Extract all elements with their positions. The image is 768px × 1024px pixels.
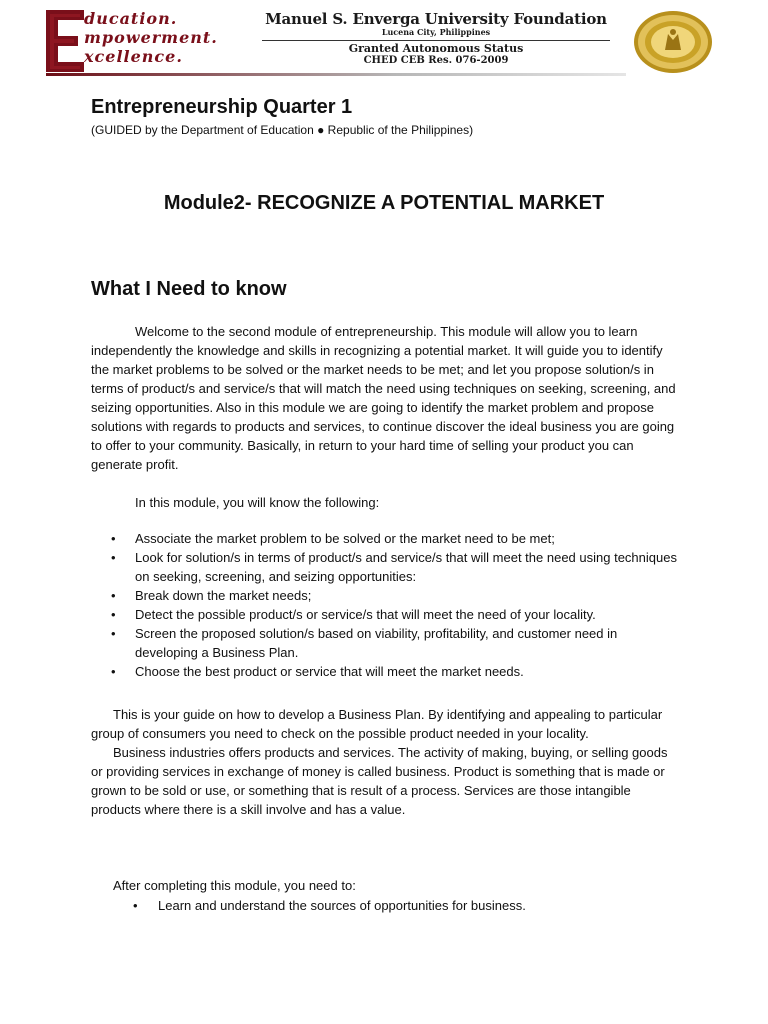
motto — [84, 9, 218, 66]
university-city: Lucena City, Philippines — [381, 27, 491, 37]
list-item: • Associate the market problem to be solved or the market need to be met; — [111, 531, 555, 546]
section-title: What I Need to know — [91, 278, 287, 300]
lead-in-text: In this module, you will know the following: — [135, 495, 380, 510]
module-content — [91, 92, 691, 913]
objectives-list — [91, 529, 681, 681]
learn-list — [91, 896, 681, 915]
intro-paragraph — [91, 322, 681, 474]
guide-section — [91, 705, 681, 819]
module-title: Module2- RECOGNIZE A POTENTIAL MARKET — [163, 192, 605, 214]
motto-line-education: ducation. — [84, 9, 178, 28]
after-completing-text: After completing this module, you need to: — [113, 878, 356, 893]
letterhead-rule — [46, 73, 626, 76]
intro-text: Welcome to the second module of entrepreneurship. This module will allow you to learn independently the knowledge and skills in recognizing a potential market. It will guide you to identify the market problems to be solved or the market needs to be met; and let you propose solution/s in terms of product/s and service/s that will match the need using techniques on seeking, screening, and seizing opportunities. Also in this module we are going to identify the market problem and propose solutions with regards to products and services, to continue discover the ideal business you are going to offer to your community. Basically, in return to your hard time of selling your product you can generate profit. — [91, 324, 676, 472]
ched-resolution: CHED CEB Res. 076-2009 — [363, 55, 509, 66]
university-seal-icon — [632, 10, 714, 74]
list-item: • Choose the best product or service that will meet the market needs. — [111, 664, 524, 679]
guided-by-line: (GUIDED by the Department of Education ● Republic of the Philippines) — [91, 123, 474, 137]
motto-line-excellence: xcellence. — [84, 47, 183, 66]
list-item: • Look for solution/s in terms of product/s and service/s that will meet the need using techniques on seeking, screening, and seizing opportunities: — [111, 550, 677, 584]
list-item: • Screen the proposed solution/s based on viability, profitability, and customer need in developing a Business Plan. — [111, 626, 618, 660]
list-item: • Break down the market needs; — [111, 588, 312, 603]
subject-title: Entrepreneurship Quarter 1 — [91, 96, 353, 118]
list-item: • Learn and understand the sources of opportunities for business. — [133, 898, 526, 913]
university-name: Manuel S. Enverga University Foundation — [265, 10, 607, 28]
university-e-logo — [44, 8, 86, 74]
university-status: Granted Autonomous Status — [348, 42, 524, 55]
guide-paragraph: This is your guide on how to develop a Business Plan. By identifying and appealing to particular group of consumers you need to check on the possible product needed in your locality. — [91, 707, 663, 741]
university-divider — [262, 40, 610, 41]
letterhead — [0, 0, 768, 80]
motto-line-empowerment: mpowerment. — [84, 28, 218, 47]
list-item: • Detect the possible product/s or service/s that will meet the need of your locality. — [111, 607, 596, 622]
university-block — [258, 11, 614, 67]
business-paragraph: Business industries offers products and services. The activity of making, buying, or selling goods or providing services in exchange of money is called business. Product is something that is made or grown to be sold or use, or something that is result of a process. Services are those intangible products where there is a skill involve and has a value. — [91, 745, 668, 817]
